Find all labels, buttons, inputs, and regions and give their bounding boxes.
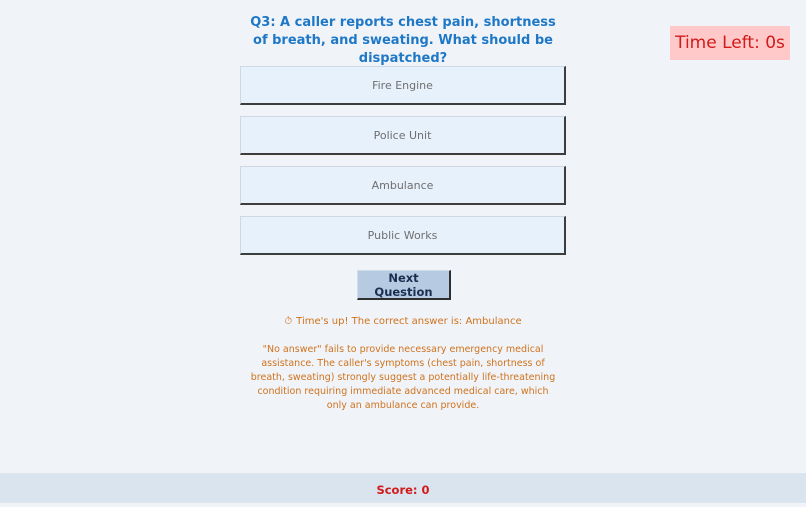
answer-options	[240, 66, 566, 266]
score-text: Score: 0	[376, 483, 430, 497]
next-question-button[interactable]: Next Question	[357, 270, 451, 300]
timeup-text: Time's up! The correct answer is: Ambulance	[296, 316, 522, 327]
timeup-message	[240, 314, 566, 330]
option-ambulance-button[interactable]: Ambulance	[240, 166, 566, 205]
option-police-unit-button[interactable]: Police Unit	[240, 116, 566, 155]
time-left-badge: Time Left: 0s	[670, 26, 790, 60]
question-text: Q3: A caller reports chest pain, shortness of breath, and sweating. What should be dispatched?	[250, 15, 556, 66]
option-public-works-button[interactable]: Public Works	[240, 216, 566, 255]
answer-explanation: "No answer" fails to provide necessary emergency medical assistance. The caller's symptoms (chest pain, shortness of breath, sweating) strongly suggest a potentially life-threatening condition requiring immediate advanced medical care, which only an ambulance can provide.	[250, 344, 556, 411]
option-fire-engine-button[interactable]: Fire Engine	[240, 66, 566, 105]
stopwatch-icon: ⏱	[284, 316, 293, 327]
score-footer	[0, 473, 806, 503]
